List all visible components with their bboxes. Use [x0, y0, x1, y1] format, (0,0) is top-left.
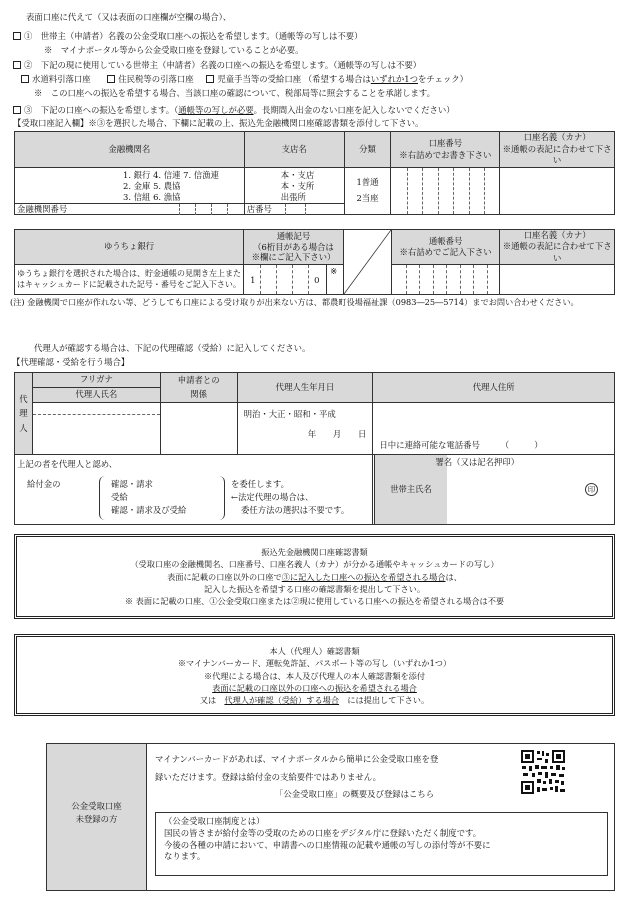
bank-document-line-2-pre: 表面に記載の口座以外の口座で	[167, 571, 282, 582]
public-account-section	[46, 743, 615, 891]
relation-header-1: 申請者との	[177, 375, 220, 386]
yucho-code-header-sub-1: （6桁目がある場合は	[253, 241, 334, 252]
option-1-note: ※ マイナポータル等から公金受取口座を登録していることが必要。	[44, 45, 304, 55]
account-number-header-sub: ※右詰めでお書き下さい	[399, 149, 492, 160]
diagonal-line	[344, 230, 391, 294]
explainer-line-1: 国民の皆さまが給付金等の受取のための口座をデジタル庁に登録いただく制度です。	[164, 827, 482, 838]
birth-cell[interactable]	[237, 403, 373, 455]
yucho-number-cell[interactable]	[391, 265, 500, 295]
relation-cell[interactable]	[160, 403, 237, 455]
benefit-label: 給付金の	[27, 479, 61, 489]
option-1-label: ① 世帯主（申請者）名義の公金受取口座への振込を希望します。（通帳等の写しは不要）	[24, 31, 363, 41]
public-account-explainer	[155, 812, 608, 876]
yucho-holder-cell[interactable]	[500, 265, 615, 295]
choice-both[interactable]: 確認・請求及び受給	[111, 505, 187, 515]
era-options[interactable]: 明治・大正・昭和・平成	[243, 409, 336, 419]
id-document-line-2: ※代理による場合は、本人及び代理人の本人確認書類を添付	[203, 670, 426, 681]
signature-label: 署名（又は記名押印）	[435, 457, 520, 467]
bank-types-line-1: 1. 銀行 4. 信連 7. 信漁連	[123, 170, 219, 180]
bank-document-line-1: （受取口座の金融機関名、口座番号、口座名義人（カナ）が分かる通帳やキャッシュカードの写し）	[130, 559, 499, 570]
yucho-code-header-sub-2: ※欄にご記入下さい）	[251, 252, 336, 263]
qr-code-icon[interactable]	[520, 749, 566, 795]
yucho-number-header	[391, 230, 500, 265]
public-account-text-1: マイナンバーカードがあれば、マイナポータルから簡単に公金受取口座を登	[155, 754, 439, 764]
option-2-note-pre: （希望する場合は	[303, 74, 371, 84]
yucho-code-first-digit: 1	[250, 275, 256, 286]
option-3[interactable]	[13, 105, 455, 116]
branch-types-line-1: 本・支店	[280, 170, 315, 180]
water-account-label: 水道料引落口座	[32, 74, 91, 84]
yucho-header: ゆうちょ銀行	[15, 230, 244, 265]
relation-header	[160, 373, 237, 403]
id-document-line-4-post: には提出して下さい。	[347, 695, 430, 706]
signature-cell[interactable]	[373, 455, 615, 525]
yucho-holder-header-sub: ※通帳の表記に合わせて下さい	[502, 241, 612, 263]
bank-document-box	[14, 534, 615, 619]
bank-types-line-2: 2. 金庫 5. 農協	[123, 180, 181, 191]
branch-name-cell[interactable]	[244, 168, 344, 215]
yucho-code-header-title: 通帳記号	[276, 231, 311, 242]
option-2-consent: ※ この口座への振込を希望する場合、当該口座の確認について、税部局等に照会することを承諾します。	[34, 88, 435, 98]
proxy-heading: 【代理確認・受給を行う場合】	[12, 357, 130, 367]
explainer-line-2: 今後の各種の申請において、申請書への口座情報の記載や通帳の写しの添付等が不要に	[164, 839, 491, 850]
entrust-text: を委任します。	[231, 479, 289, 489]
option-2-sub-note	[304, 74, 468, 84]
account-heading: 【受取口座記入欄】※③を選択した場合、下欄に記載の上、振込先金融機関口座確認書類を添付して下さい。	[13, 118, 424, 128]
yucho-code-mark: ※	[330, 266, 338, 277]
proxy-table	[14, 372, 615, 525]
account-number-cell[interactable]	[391, 168, 500, 215]
bank-document-line-2-post: は、	[445, 571, 462, 582]
address-header: 代理人住所	[373, 373, 615, 403]
delegation-cell	[15, 455, 432, 525]
id-document-line-4-underlined: 代理人が確認（受給）する場合	[224, 695, 340, 706]
bank-document-title: 振込先金融機関口座確認書類	[261, 547, 368, 557]
bank-document-line-2	[17, 571, 612, 583]
yucho-number-header-title: 通帳番号	[428, 235, 463, 246]
yucho-table	[14, 229, 615, 295]
legal-proxy-note-2: 委任方法の選択は不要です。	[241, 505, 350, 515]
id-document-line-3: 表面に記載の口座以外の口座への振込を希望される場合	[212, 682, 417, 693]
public-account-text-2: 録いただけます。登録は給付金の支給要件ではありません。	[155, 772, 381, 782]
birth-header: 代理人生年月日	[237, 373, 373, 403]
id-document-title: 本人（代理人）確認書類	[269, 646, 360, 656]
phone-label: 日中に連絡可能な電話番号 （ ）	[379, 439, 543, 450]
public-account-left-label	[47, 744, 147, 890]
account-holder-header	[500, 132, 615, 168]
public-account-left-label-2: 未登録の方	[75, 814, 118, 825]
bank-code-label: 金融機関番号	[17, 203, 68, 214]
account-holder-cell[interactable]	[500, 168, 615, 215]
proxy-side-label	[15, 373, 33, 455]
account-number-header-title: 口座番号	[428, 138, 463, 149]
option-2-label: ② 下記の現に使用している世帯主（申請者）名義の口座への振込を希望します。（通帳等の写しは不要）	[24, 60, 422, 70]
account-type-current[interactable]: 2当座	[356, 193, 379, 203]
head-name-label: 世帯主氏名	[374, 455, 447, 524]
option-2-checkbox[interactable]	[13, 61, 21, 69]
option-1-checkbox[interactable]	[13, 32, 21, 40]
water-account-checkbox[interactable]	[21, 75, 29, 83]
furigana-header: フリガナ	[32, 373, 160, 388]
id-document-line-4-pre: 又は	[199, 695, 217, 706]
bank-name-cell[interactable]	[15, 168, 245, 215]
qr-code-graphic	[520, 749, 566, 795]
yucho-holder-header-title: 口座名義（カナ）	[523, 230, 591, 240]
bank-name-header: 金融機関名	[15, 132, 245, 168]
choice-confirm-request[interactable]: 確認・請求	[111, 479, 153, 489]
option-1[interactable]	[13, 31, 363, 42]
id-document-line-4	[17, 694, 612, 706]
tax-account-label: 住民税等の引落口座	[118, 74, 194, 84]
branch-name-header: 支店名	[244, 132, 344, 168]
option-2-note-post: をチェック）	[417, 74, 468, 84]
option-3-label: ③ 下記の口座への振込を希望します。（	[24, 105, 179, 115]
branch-types-line-3: 出張所	[280, 191, 306, 202]
bank-types-line-3: 3. 信組 6. 漁協	[123, 191, 181, 202]
address-cell[interactable]	[373, 403, 615, 455]
bank-document-line-3: 記入した振込を希望する口座の確認書類を提出して下さい。	[203, 583, 426, 594]
yucho-number-header-sub: ※右詰めでご記入下さい	[399, 247, 492, 258]
intro-text: 表面口座に代えて（又は表面の口座欄が空欄の場合）、	[26, 12, 232, 22]
account-holder-header-sub: ※通帳の表記に合わせて下さい	[502, 143, 612, 166]
proxy-name-header: 代理人氏名	[32, 388, 160, 403]
bank-account-table	[14, 131, 615, 215]
proxy-name-cell[interactable]	[32, 403, 160, 455]
option-3-label-post: 。長期間入出金のない口座を記入しないでください）	[253, 105, 455, 115]
explainer-line-3: なります。	[164, 851, 206, 862]
branch-types-line-2: 本・支所	[280, 180, 315, 191]
tax-account-checkbox[interactable]	[107, 75, 115, 83]
option-2-sub-row	[21, 74, 468, 85]
choice-receive[interactable]: 受給	[111, 492, 128, 502]
public-account-left-label-1: 公金受取口座	[71, 801, 122, 811]
option-3-underlined: 通帳等の写しが必要	[178, 105, 254, 115]
yucho-code-header	[244, 230, 344, 265]
legal-proxy-note-1: ←法定代理の場合は、	[231, 492, 314, 502]
public-account-link[interactable]: 「公金受取口座」の概要及び登録はこちら	[275, 789, 435, 799]
proxy-intro: 代理人が確認する場合は、下記の代理確認（受給）に記入してください。	[34, 343, 311, 353]
explainer-title: （公金受取口座制度とは）	[164, 816, 265, 826]
option-3-checkbox[interactable]	[13, 106, 21, 114]
yucho-note: ゆうちょ銀行を選択された場合は、貯金通帳の見開き左上またはキャッシュカードに記載された記号・番号をご記入下さい。	[15, 265, 244, 295]
bank-document-line-2-underlined: ③に記入した口座への振込を希望される場合	[281, 571, 446, 582]
id-document-box	[14, 634, 615, 716]
account-holder-header-title: 口座名義（カナ）	[523, 132, 591, 143]
id-document-line-1: ※マイナンバーカード、運転免許証、パスポート等の写し（いずれか1つ）	[177, 658, 452, 669]
note-cannot-open: (注) 金融機関で口座が作れない等、どうしても口座による受け取りが出来ない方は、都農町役場福祉課（0983―25―5714）までお問い合わせください。	[10, 297, 579, 307]
child-allowance-checkbox[interactable]	[206, 75, 214, 83]
relation-header-2: 関係	[190, 388, 208, 399]
seal-mark: 印	[585, 483, 598, 496]
option-2-note-underlined: いずれか1つ	[370, 74, 418, 84]
account-type-header: 分類	[344, 132, 391, 168]
proxy-side-label-text: 代理人	[19, 394, 28, 433]
account-type-cell[interactable]	[344, 168, 391, 215]
branch-code-label: 店番号	[246, 203, 272, 214]
yucho-code-fifth-digit: 0	[314, 275, 320, 286]
bank-document-line-4: ※ 表面に記載の口座、①公金受取口座または②現に使用している口座への振込を希望される場合は不要	[124, 596, 505, 607]
yucho-code-cell[interactable]	[244, 265, 344, 295]
account-number-header	[391, 132, 500, 168]
account-type-ordinary[interactable]: 1普通	[356, 177, 379, 188]
yucho-holder-header	[500, 230, 615, 265]
birth-ymd: 年 月 日	[307, 429, 367, 440]
child-allowance-label: 児童手当等の受給口座	[217, 74, 302, 84]
yucho-blank-cell	[343, 230, 391, 295]
delegate-intro: 上記の者を代理人と認め、	[17, 459, 118, 469]
option-2[interactable]	[13, 60, 421, 71]
